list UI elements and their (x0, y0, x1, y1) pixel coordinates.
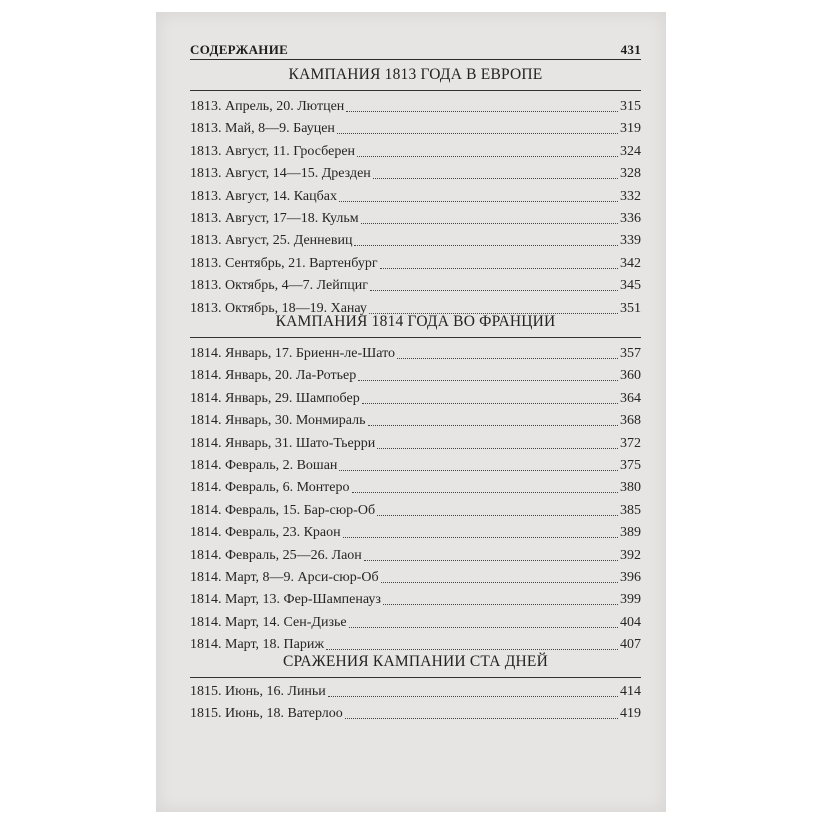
toc-entry (190, 702, 641, 722)
toc-entry (190, 680, 641, 700)
toc-entry-page: 380 (620, 480, 641, 496)
toc-entry (190, 274, 641, 294)
toc-entry-text: 1814. Февраль, 6. Монтеро (190, 480, 350, 496)
toc-entry-text: 1814. Март, 8—9. Арси-сюр-Об (190, 570, 379, 585)
dot-leader (361, 222, 618, 224)
dot-leader (339, 200, 618, 202)
toc-entry-page: 315 (620, 99, 641, 114)
running-header-page-number: 431 (620, 42, 641, 57)
toc-entry (190, 432, 641, 452)
dot-leader (357, 155, 618, 157)
dot-leader (373, 177, 618, 179)
toc-entry-page: 392 (620, 547, 641, 563)
toc-entry (190, 342, 641, 362)
dot-leader (380, 267, 618, 269)
dot-leader (358, 379, 618, 381)
toc-entry-page: 385 (620, 502, 641, 518)
toc-entry (190, 521, 641, 541)
toc-entry-text: 1814. Январь, 29. Шампобер (190, 390, 360, 406)
toc-entry (190, 499, 641, 519)
dot-leader (328, 695, 618, 697)
section-rule (190, 677, 641, 678)
toc-entry-text: 1813. Апрель, 20. Лютцен (190, 99, 345, 114)
toc-entry (190, 162, 641, 182)
toc-entry-page: 396 (620, 570, 641, 585)
toc-entry-page: 336 (620, 211, 641, 226)
dot-leader (343, 536, 618, 538)
toc-entry-text: 1814. Февраль, 25—26. Лаон (190, 547, 362, 563)
toc-entry-page: 414 (620, 684, 641, 699)
dot-leader (364, 559, 618, 561)
toc-entry (190, 544, 641, 564)
toc-entry (190, 588, 641, 608)
toc-entry-text: 1813. Август, 17—18. Кульм (190, 211, 359, 226)
toc-entry-text: 1814. Март, 18. Париж (190, 637, 325, 653)
section-title: КАМПАНИЯ 1813 ГОДА В ЕВРОПЕ (288, 66, 543, 83)
toc-entry-page: 328 (620, 166, 641, 182)
dot-leader (339, 469, 618, 471)
toc-entry (190, 409, 641, 429)
dot-leader (381, 581, 618, 583)
toc-entry-page: 407 (620, 637, 641, 653)
dot-leader (354, 244, 618, 246)
toc-entry-text: 1813. Май, 8—9. Бауцен (190, 121, 335, 137)
toc-entry (190, 611, 641, 631)
toc-entry (190, 229, 641, 249)
toc-entry-page: 372 (620, 435, 641, 451)
toc-entry-page: 375 (620, 458, 641, 473)
toc-entry (190, 633, 641, 653)
toc-entry-text: 1815. Июнь, 18. Ватерлоо (190, 706, 343, 722)
toc-entry-text: 1814. Март, 14. Сен-Дизье (190, 614, 347, 630)
toc-entry-text: 1813. Август, 14. Кацбах (190, 188, 337, 204)
toc-entry-text: 1814. Февраль, 23. Краон (190, 525, 341, 541)
toc-entry-page: 357 (620, 346, 641, 361)
dot-leader (370, 289, 618, 291)
toc-entry-text: 1814. Февраль, 15. Бар-сюр-Об (190, 502, 376, 518)
toc-entry-page: 360 (620, 368, 641, 384)
toc-entry-page: 399 (620, 592, 641, 608)
toc-entry-page: 419 (620, 706, 641, 722)
toc-entry-page: 332 (620, 188, 641, 204)
toc-entry-page: 324 (620, 143, 641, 159)
toc-entry (190, 140, 641, 160)
dot-leader (337, 132, 618, 134)
toc-entry-page: 404 (620, 614, 641, 630)
dot-leader (368, 424, 618, 426)
toc-entry-page: 364 (620, 390, 641, 406)
section-rule (190, 90, 641, 91)
toc-entry-text: 1814. Январь, 17. Бриенн-ле-Шато (190, 346, 396, 361)
toc-entry-page: 342 (620, 255, 641, 271)
running-header (190, 42, 641, 58)
toc-entry-text: 1815. Июнь, 16. Линьи (190, 684, 326, 699)
toc-entry (190, 185, 641, 205)
running-header-title: СОДЕРЖАНИЕ (190, 42, 289, 57)
toc-entry (190, 476, 641, 496)
header-rule (190, 59, 641, 60)
section-rule (190, 337, 641, 338)
toc-entry (190, 387, 641, 407)
toc-entry-page: 351 (620, 300, 641, 316)
toc-entry-text: 1814. Январь, 31. Шато-Тьерри (190, 435, 376, 451)
toc-entry (190, 117, 641, 137)
toc-entry-text: 1814. Январь, 30. Монмираль (190, 413, 366, 429)
toc-entry-page: 368 (620, 413, 641, 429)
dot-leader (326, 648, 618, 650)
dot-leader (383, 603, 618, 605)
toc-entry-page: 389 (620, 525, 641, 541)
dot-leader (397, 357, 618, 359)
toc-entry-text: 1813. Октябрь, 18—19. Ханау (190, 300, 367, 316)
toc-entry-text: 1813. Сентябрь, 21. Вартенбург (190, 255, 378, 271)
toc-entry (190, 454, 641, 474)
dot-leader (352, 491, 618, 493)
toc-entry-text: 1814. Март, 13. Фер-Шампенауз (190, 592, 381, 608)
toc-entry (190, 207, 641, 227)
dot-leader (349, 626, 618, 628)
dot-leader (345, 717, 618, 719)
toc-entry (190, 252, 641, 272)
section-title: СРАЖЕНИЯ КАМПАНИИ СТА ДНЕЙ (282, 653, 548, 670)
toc-entry-page: 339 (620, 233, 641, 249)
dot-leader (362, 402, 618, 404)
dot-leader (377, 447, 618, 449)
dot-leader (377, 514, 618, 516)
toc-entry-text: 1813. Август, 11. Гросберен (190, 143, 356, 159)
toc-entry (190, 566, 641, 586)
toc-entry-text: 1814. Январь, 20. Ла-Ротьер (190, 368, 357, 384)
toc-entry-text: 1814. Февраль, 2. Вошан (190, 458, 338, 473)
dot-leader (346, 110, 618, 112)
section-title: КАМПАНИЯ 1814 ГОДА ВО ФРАНЦИИ (275, 313, 556, 330)
toc-entry-text: 1813. Август, 14—15. Дрезден (190, 166, 371, 182)
toc-entry (190, 364, 641, 384)
toc-entry-page: 345 (620, 278, 641, 294)
toc-entry-text: 1813. Август, 25. Денневиц (190, 233, 353, 249)
toc-entry (190, 95, 641, 115)
toc-entry-text: 1813. Октябрь, 4—7. Лейпциг (190, 278, 368, 294)
toc-entry-page: 319 (620, 121, 641, 137)
